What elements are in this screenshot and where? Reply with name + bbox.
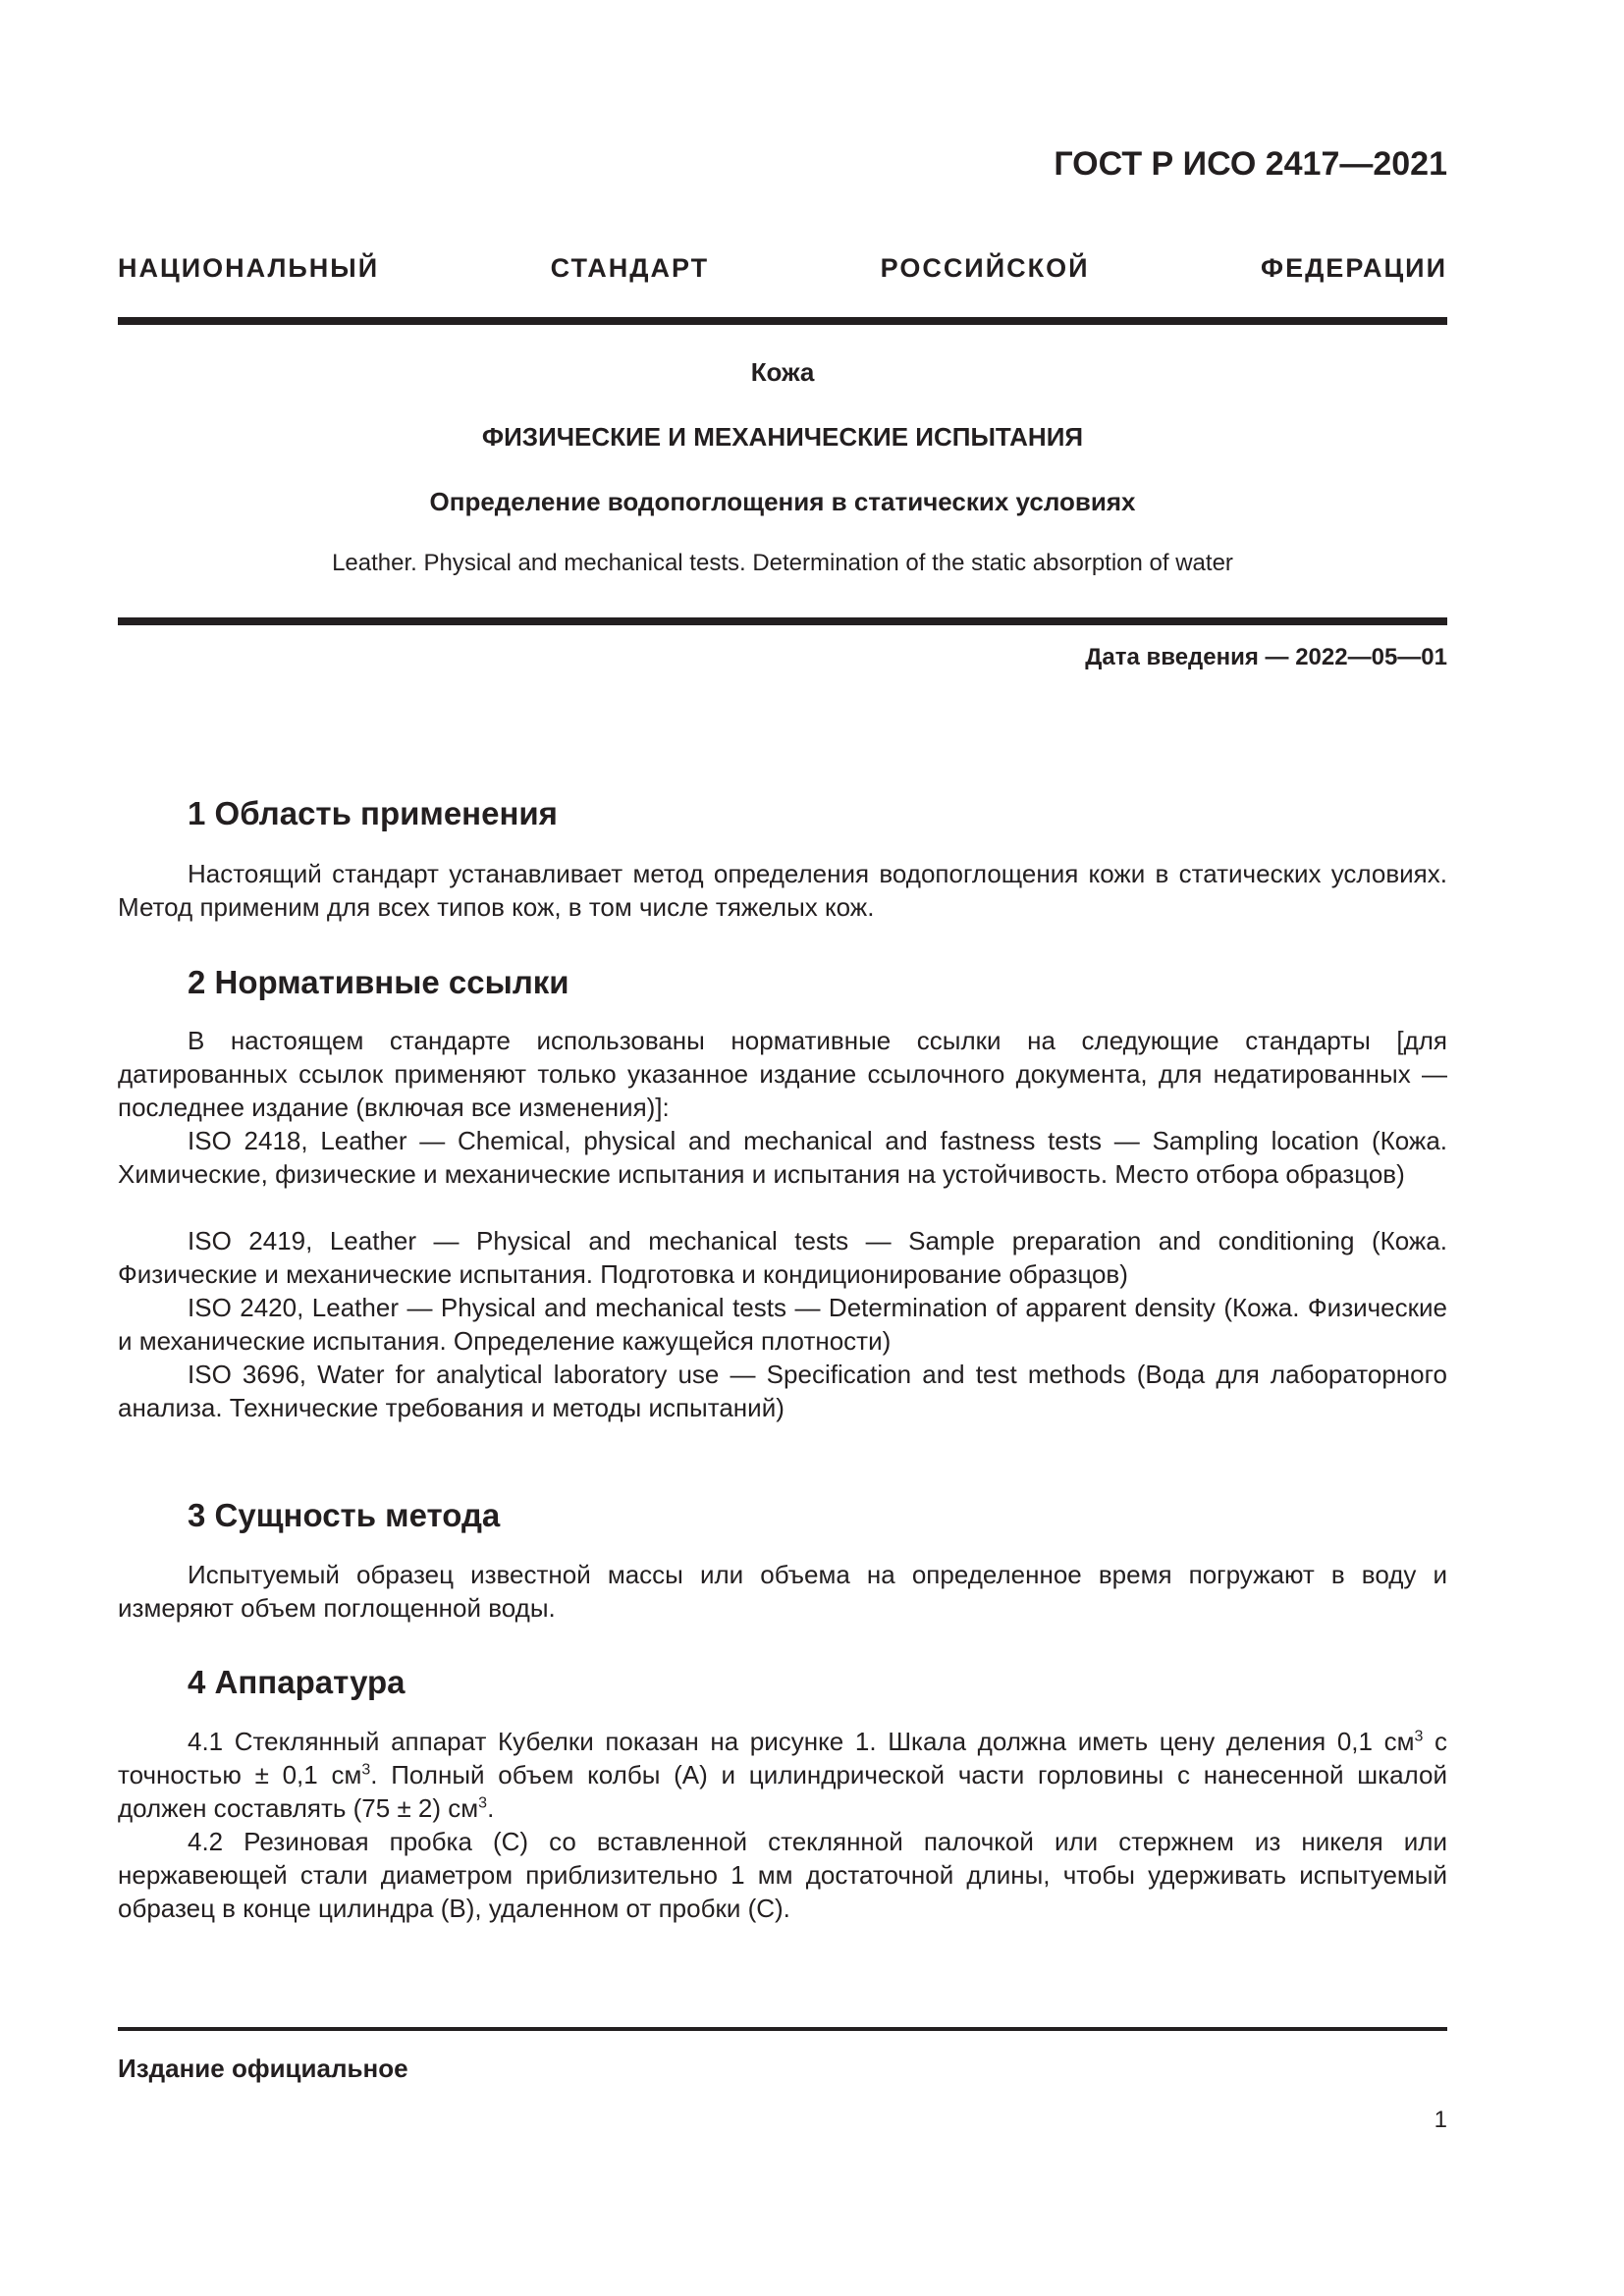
national-standard-heading: НАЦИОНАЛЬНЫЙ СТАНДАРТ РОССИЙСКОЙ ФЕДЕРАЦИИ xyxy=(118,253,1447,283)
section-2-ref-iso-2420: ISO 2420, Leather — Physical and mechanical tests — Determination of apparent density (Кожа. Физические и механические испытания. Определение кажущейся плотности) xyxy=(118,1293,1447,1356)
footer-divider xyxy=(118,2027,1447,2031)
section-4-paragraph-2: 4.2 Резиновая пробка (С) со вставленной стеклянной палочкой или стержнем из никеля или нержавеющей стали диаметром приблизительно 1 мм достаточной длины, чтобы удерживать испытуемый образец в конце цилиндра (В), удаленном от пробки (С). xyxy=(118,1827,1447,1923)
superscript: 3 xyxy=(1414,1728,1424,1745)
section-2-ref-iso-2418: ISO 2418, Leather — Chemical, physical and mechanical and fastness tests — Sampling location (Кожа. Химические, физические и механические испытания и испытания на устойчивость. Место отбора образцов) xyxy=(118,1126,1447,1189)
text-run: 4.1 Стеклянный аппарат Кубелки показан на рисунке 1. Шкала должна иметь цену деления 0,1 см xyxy=(188,1727,1415,1756)
superscript: 3 xyxy=(361,1761,371,1779)
standard-number: ГОСТ Р ИСО 2417—2021 xyxy=(1054,145,1447,183)
section-3-heading: 3 Сущность метода xyxy=(188,1497,501,1533)
introduction-date: Дата введения — 2022—05—01 xyxy=(1085,644,1447,670)
section-4-paragraph-1 xyxy=(118,1725,1447,1825)
english-title: Leather. Physical and mechanical tests. Determination of the static absorption of water xyxy=(332,550,1233,576)
title-line-3: Определение водопоглощения в статических условиях xyxy=(429,487,1136,516)
page-number: 1 xyxy=(1434,2107,1447,2133)
section-2-heading: 2 Нормативные ссылки xyxy=(188,964,569,1000)
section-2-ref-iso-2419: ISO 2419, Leather — Physical and mechanical tests — Sample preparation and conditioning (Кожа. Физические и механические испытания. Подготовка и кондиционирование образцов) xyxy=(118,1226,1447,1289)
section-2-ref-iso-3696: ISO 3696, Water for analytical laboratory use — Specification and test methods (Вода для лабораторного анализа. Технические требования и методы испытаний) xyxy=(118,1360,1447,1422)
section-4-heading: 4 Аппаратура xyxy=(188,1664,406,1700)
section-2-paragraph-1: В настоящем стандарте использованы нормативные ссылки на следующие стандарты [для датированных ссылок применяют только указанное издание ссылочного документа, для недатированных — последнее издание (включая все изменения)]: xyxy=(118,1026,1447,1122)
text-run: с точностью ± 0,1 см xyxy=(118,1727,1447,1789)
top-divider xyxy=(118,317,1447,325)
title-divider xyxy=(118,617,1447,625)
official-edition-label: Издание официальное xyxy=(118,2054,408,2083)
section-1-paragraph: Настоящий стандарт устанавливает метод определения водопоглощения кожи в статических условиях. Метод применим для всех типов кож, в том числе тяжелых кож. xyxy=(118,859,1447,922)
superscript: 3 xyxy=(478,1794,488,1812)
text-run: . xyxy=(487,1793,495,1823)
text-run: . Полный объем колбы (А) и цилиндрической части горловины с нанесенной шкалой должен составлять (75 ± 2) см xyxy=(118,1760,1447,1823)
title-line-1: Кожа xyxy=(750,357,815,387)
section-3-paragraph: Испытуемый образец известной массы или объема на определенное время погружают в воду и измеряют объем поглощенной воды. xyxy=(118,1560,1447,1623)
section-1-heading: 1 Область применения xyxy=(188,795,558,831)
title-line-2: ФИЗИЧЕСКИЕ И МЕХАНИЧЕСКИЕ ИСПЫТАНИЯ xyxy=(481,422,1084,452)
